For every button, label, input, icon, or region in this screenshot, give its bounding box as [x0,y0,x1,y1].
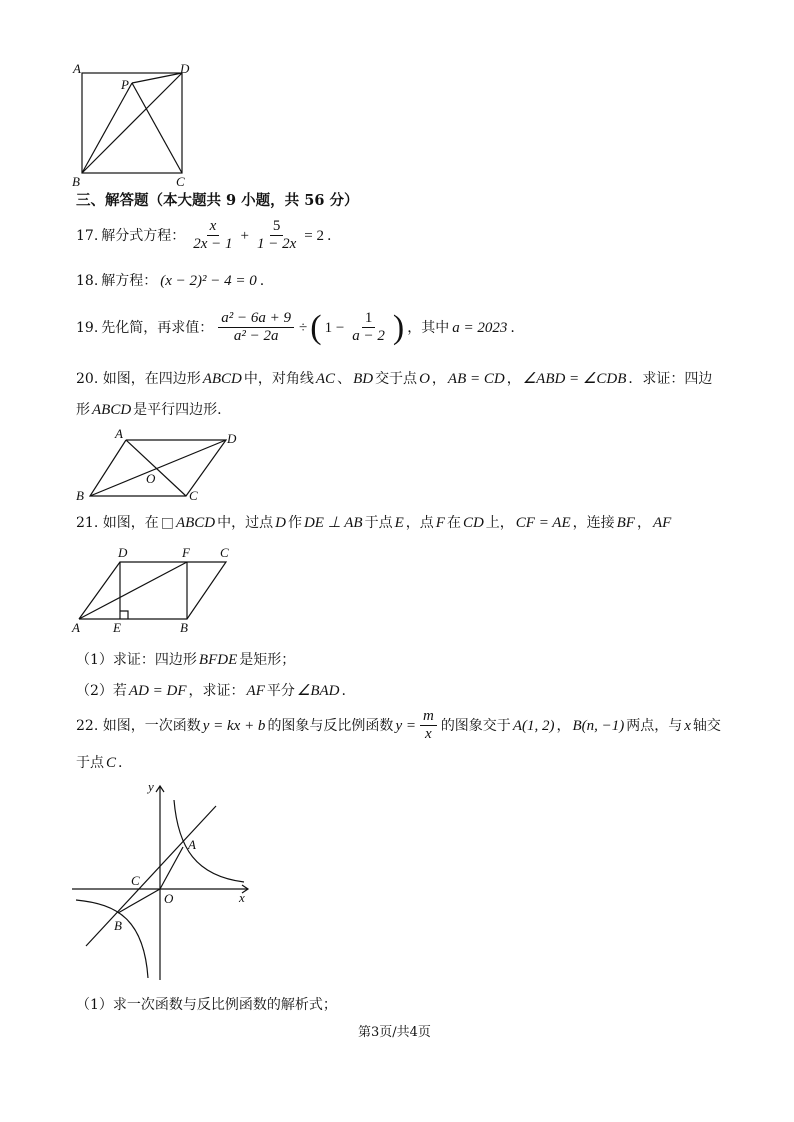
q19-fraction-inner [349,310,388,345]
q20-angle-eq: ∠ABD = ∠CDB [522,371,627,387]
page-footer: 第3页/共4页 [358,1025,431,1040]
q20-text: ．求证：四边 [628,371,713,387]
q20-ab-eq-cd: AB = CD [447,371,505,387]
label-b: B [114,918,122,933]
q21-af: AF [652,515,672,531]
q17-plus: + [240,227,250,244]
q21-cd: CD [462,515,484,531]
q22-x: x [425,726,432,742]
q22-point-b: B(n, −1) [572,717,625,734]
q18-expression: (x − 2)² − 4 = 0 [160,273,257,289]
label-o: O [146,471,156,486]
q22-text: 的图象交于 [440,717,511,734]
q20-text: 、 [337,371,352,387]
q21-text: ，点 [405,515,434,531]
label-o: O [164,891,174,906]
q21-2-text: . [341,683,346,699]
q17-f2-num: 5 [270,218,284,236]
q21-text: 21. 如图，在 [76,515,159,531]
q21-d: D [275,515,286,531]
q17-end: . [327,227,332,244]
q21-2-af: AF [246,683,265,699]
q20-text: 20. 如图，在四边形 [76,371,201,387]
q21-2-text: ，求证： [188,683,245,699]
q21-1-text: 是矩形； [239,652,296,668]
q22-point-c: C [106,755,117,771]
q19-suffix: ，其中 [407,319,450,336]
q21-2-text: （2）若 [76,683,127,699]
q19-g-num: 1 [362,310,376,328]
question-22-line-2 [76,754,122,772]
label-c: C [176,174,185,189]
diagonal-ac [126,440,186,496]
q22-x-axis: x [684,717,691,734]
q17-number: 17. [76,227,99,244]
label-y: y [148,779,154,794]
q22-text: 22. 如图，一次函数 [76,717,201,734]
parallelogram-abcd [79,562,226,619]
segment-af [79,562,187,619]
q21-text: 于点 [364,515,393,531]
q21-text: 中，过点 [217,515,274,531]
label-x: x [239,890,245,905]
q22-y-equals: y = [395,717,416,734]
segment-pb [82,83,132,173]
q17-fraction-2 [254,218,299,253]
q19-prompt: 先化简，再求值： [101,319,214,336]
question-20-line-1 [76,370,712,388]
label-d: D [118,545,128,560]
label-f: F [182,545,190,560]
q19-right-paren: ) [392,308,405,346]
q20-text: ， [506,371,521,387]
figure-square-apbcd [70,60,190,188]
parallelogram-symbol: □ [160,515,174,531]
label-a: A [72,620,80,635]
q19-number: 19. [76,319,99,336]
q20-text: ， [431,371,446,387]
q19-f-den: a² − 2a [233,328,279,344]
q18-end: . [259,273,265,289]
q17-rhs: = 2 [304,227,325,244]
q20-text: 形 [76,402,90,418]
q21-bf: BF [616,515,635,531]
q22-text: 轴交 [692,717,721,734]
label-e: E [113,620,121,635]
question-22-line-1 [76,708,721,743]
label-c: C [189,488,198,503]
question-20-line-2 [76,401,222,419]
q22-text: . [118,755,123,771]
label-a: A [73,61,81,76]
q19-condition: a = 2023 [452,319,508,336]
q21-2-text: 平分 [266,683,295,699]
label-b: B [76,488,84,503]
q22-point-a: A(1, 2) [512,717,555,734]
question-21 [76,514,671,532]
q18-prompt: 解方程： [101,273,158,289]
q22-text: 的图象与反比例函数 [267,717,394,734]
linear-function-line [86,806,216,946]
label-d: D [180,61,190,76]
q21-1-text: （1）求证：四边形 [76,652,197,668]
q20-text: 中，对角线 [243,371,314,387]
q20-abcd: ABCD [92,402,132,418]
label-p: P [121,77,129,92]
question-17 [76,218,331,253]
q21-2-angle-bad: ∠BAD [296,683,340,699]
figure-function-graph [66,778,266,988]
label-a: A [115,426,123,441]
q21-abcd: ABCD [175,515,216,531]
q20-abcd: ABCD [202,371,242,387]
q20-bd: BD [353,371,374,387]
q22-m: m [420,708,437,726]
q22-text: ， [556,717,571,734]
label-c: C [220,545,229,560]
question-21-part-2 [76,682,346,700]
q19-divide: ÷ [299,319,308,336]
q21-de-perp-ab: DE ⊥ AB [303,515,363,531]
q22-linear-function: y = kx + b [202,717,266,734]
q22-fraction-m-over-x [420,708,437,743]
segment-pc [132,83,182,173]
question-19 [76,310,515,345]
q21-text: 上， [485,515,514,531]
q21-f: F [435,515,445,531]
segment-ob [118,889,160,913]
q17-fraction-1 [190,218,235,253]
question-18 [76,272,264,290]
q17-prompt: 解分式方程： [101,227,186,244]
q21-text: 在 [446,515,461,531]
question-21-part-1 [76,651,295,669]
q20-ac: AC [315,371,336,387]
q19-f-num: a² − 6a + 9 [218,310,294,328]
q21-e: E [394,515,404,531]
figure-parallelogram-20 [80,428,240,508]
segment-pd [132,73,182,83]
label-d: D [227,431,237,446]
q19-end: . [510,319,515,336]
q21-text: ， [636,515,651,531]
q21-2-ad-eq-df: AD = DF [128,683,187,699]
q19-fraction-main [218,310,294,345]
hyperbola-branch-q3 [76,900,148,978]
q22-text: 两点，与 [626,717,683,734]
q22-text: 于点 [76,755,104,771]
q18-number: 18. [76,273,99,289]
right-angle-mark [120,611,128,619]
q17-f1-den: 2x − 1 [193,236,233,252]
figure-parallelogram-21 [74,552,234,624]
q19-one-minus: 1 − [324,319,345,336]
label-c: C [131,873,140,888]
q19-g-den: a − 2 [352,328,385,344]
q19-left-paren: ( [310,308,322,346]
label-a: A [188,837,196,852]
hyperbola-branch-q1 [174,800,244,882]
q21-1-bfde: BFDE [198,652,238,668]
label-b: B [72,174,80,189]
q21-text: ，连接 [572,515,615,531]
q20-text: 交于点 [375,371,418,387]
q21-text: 作 [287,515,302,531]
question-22-part-1: （1）求一次函数与反比例函数的解析式； [76,997,337,1013]
q20-text: 是平行四边形. [133,402,222,418]
segment-bd [82,73,182,173]
q20-o: O [419,371,430,387]
q17-f2-den: 1 − 2x [257,236,297,252]
section-heading: 三、解答题（本大题共 9 小题，共 56 分） [76,192,359,209]
label-b: B [180,620,188,635]
q17-f1-num: x [207,218,220,236]
q21-cf-eq-ae: CF = AE [515,515,571,531]
